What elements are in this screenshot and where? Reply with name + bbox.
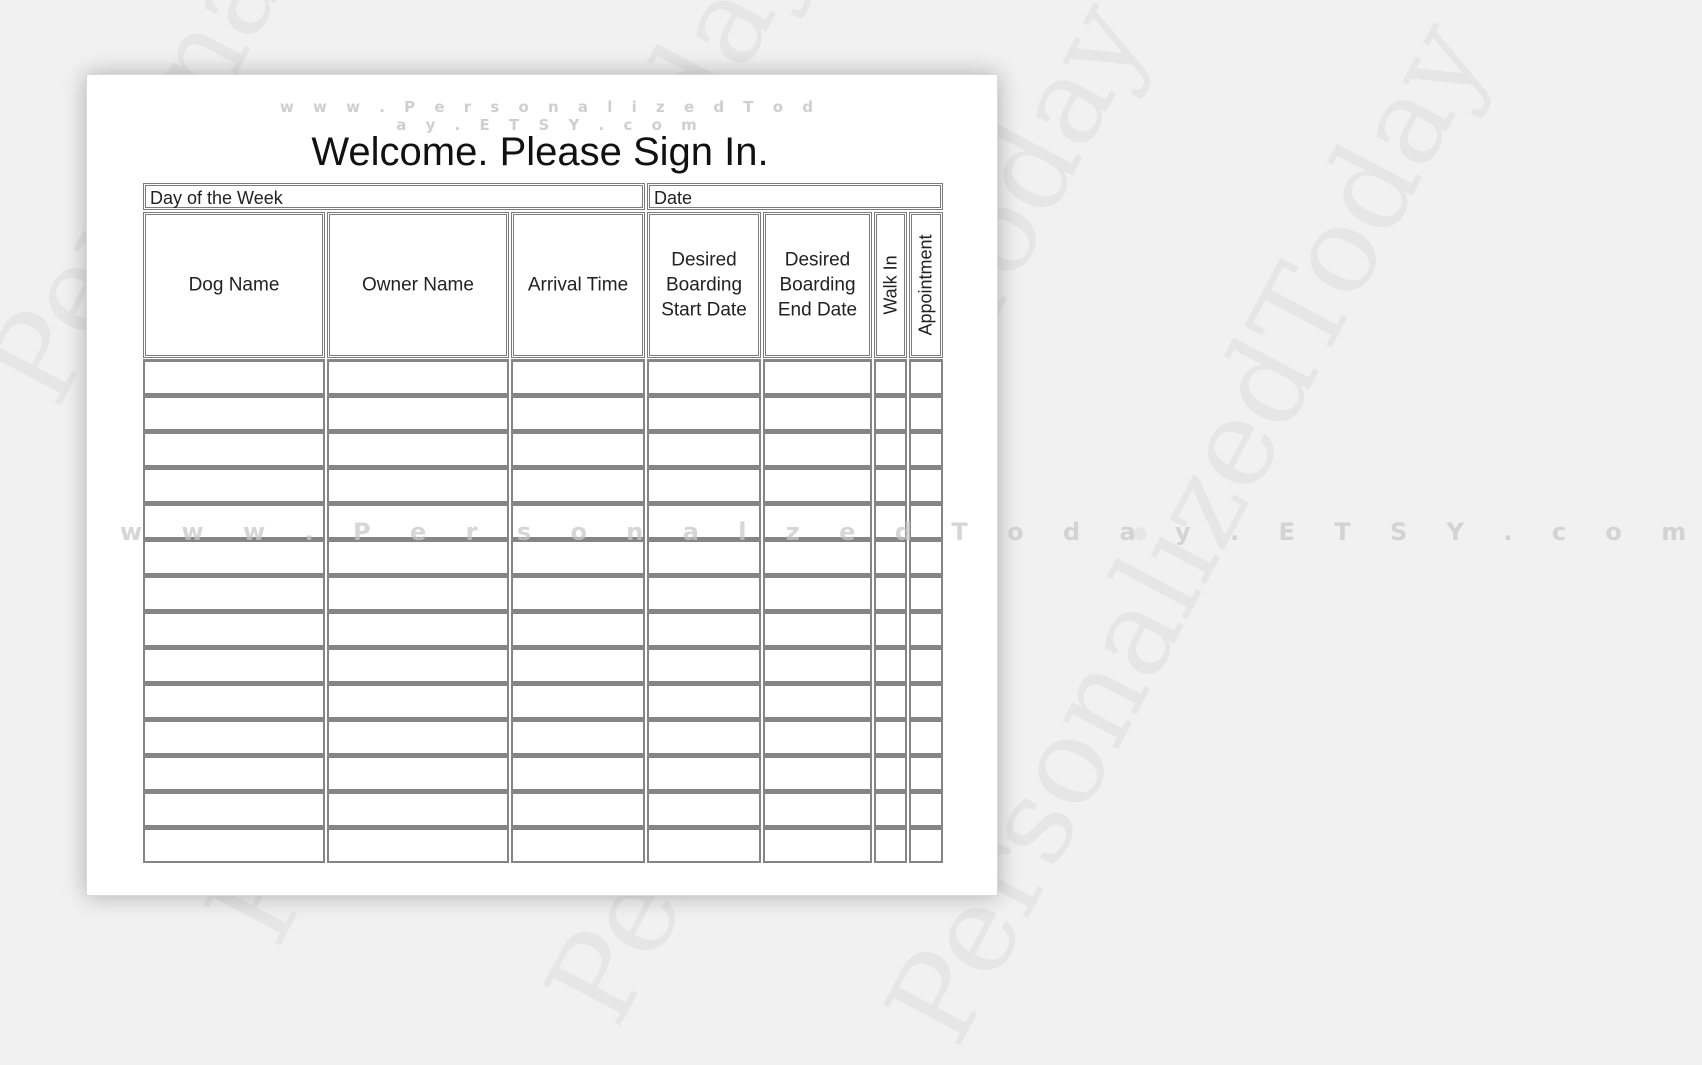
table-cell-walk-in[interactable] [874,395,907,431]
table-cell-appointment[interactable] [909,611,943,647]
table-cell-walk-in[interactable] [874,683,907,719]
date-label: Date [654,188,693,208]
table-cell-start-date[interactable] [647,395,761,431]
header-walk-in-label: Walk In [880,255,900,315]
table-cell-arrival-time[interactable] [511,395,645,431]
date-field[interactable] [647,183,943,210]
table-cell-end-date[interactable] [763,791,872,827]
table-cell-start-date[interactable] [647,611,761,647]
header-owner-name-label: Owner Name [362,274,474,296]
table-cell-dog-name[interactable] [143,359,325,395]
day-of-week-field[interactable] [143,183,645,210]
table-cell-appointment[interactable] [909,395,943,431]
header-arrival-time [511,212,645,358]
table-cell-start-date[interactable] [647,647,761,683]
table-cell-arrival-time[interactable] [511,575,645,611]
table-cell-walk-in[interactable] [874,719,907,755]
table-cell-arrival-time[interactable] [511,431,645,467]
table-cell-appointment[interactable] [909,575,943,611]
table-cell-dog-name[interactable] [143,467,325,503]
table-cell-owner-name[interactable] [327,647,509,683]
table-cell-owner-name[interactable] [327,755,509,791]
table-cell-owner-name[interactable] [327,359,509,395]
table-cell-start-date[interactable] [647,359,761,395]
header-start-date-label: Desired Boarding Start Date [661,249,747,321]
table-cell-dog-name[interactable] [143,611,325,647]
header-appointment [909,212,943,358]
table-cell-walk-in[interactable] [874,359,907,395]
day-of-week-label: Day of the Week [150,188,283,208]
table-cell-arrival-time[interactable] [511,791,645,827]
table-cell-dog-name[interactable] [143,395,325,431]
table-cell-appointment[interactable] [909,359,943,395]
header-arrival-time-label: Arrival Time [527,274,629,296]
table-cell-end-date[interactable] [763,359,872,395]
table-cell-end-date[interactable] [763,647,872,683]
table-cell-walk-in[interactable] [874,467,907,503]
table-cell-dog-name[interactable] [143,755,325,791]
header-end-date [763,212,872,358]
table-cell-arrival-time[interactable] [511,359,645,395]
table-cell-arrival-time[interactable] [511,755,645,791]
table-cell-owner-name[interactable] [327,539,509,575]
table-cell-start-date[interactable] [647,539,761,575]
page-title: Welcome. Please Sign In. [311,130,769,174]
table-cell-dog-name[interactable] [143,575,325,611]
table-cell-start-date[interactable] [647,683,761,719]
table-cell-appointment[interactable] [909,539,943,575]
table-cell-dog-name[interactable] [143,827,325,863]
table-cell-end-date[interactable] [763,395,872,431]
table-cell-end-date[interactable] [763,503,872,539]
table-cell-walk-in[interactable] [874,431,907,467]
table-cell-arrival-time[interactable] [511,647,645,683]
table-cell-dog-name[interactable] [143,503,325,539]
table-cell-walk-in[interactable] [874,647,907,683]
table-cell-arrival-time[interactable] [511,683,645,719]
watermark-url-top: w w w . P e r s o n a l i z e d T o d a y . E T S Y . c o m [279,98,821,134]
table-cell-appointment[interactable] [909,647,943,683]
table-cell-walk-in[interactable] [874,575,907,611]
header-owner-name [327,212,509,358]
table-cell-arrival-time[interactable] [511,611,645,647]
table-cell-owner-name[interactable] [327,575,509,611]
header-dog-name [143,212,325,358]
table-cell-start-date[interactable] [647,575,761,611]
header-end-date-label: Desired Boarding End Date [777,249,858,321]
table-cell-arrival-time[interactable] [511,467,645,503]
header-start-date [647,212,761,358]
table-cell-walk-in[interactable] [874,827,907,863]
table-cell-end-date[interactable] [763,575,872,611]
table-cell-appointment[interactable] [909,683,943,719]
table-cell-end-date[interactable] [763,719,872,755]
table-cell-appointment[interactable] [909,791,943,827]
table-cell-end-date[interactable] [763,539,872,575]
table-cell-arrival-time[interactable] [511,719,645,755]
table-cell-owner-name[interactable] [327,503,509,539]
table-cell-end-date[interactable] [763,755,872,791]
table-cell-start-date[interactable] [647,431,761,467]
header-appointment-label: Appointment [915,234,936,336]
table-cell-end-date[interactable] [763,431,872,467]
table-cell-dog-name[interactable] [143,539,325,575]
table-cell-owner-name[interactable] [327,431,509,467]
table-cell-owner-name[interactable] [327,719,509,755]
table-cell-dog-name[interactable] [143,431,325,467]
table-cell-owner-name[interactable] [327,611,509,647]
table-cell-start-date[interactable] [647,467,761,503]
table-cell-owner-name[interactable] [327,791,509,827]
table-cell-start-date[interactable] [647,503,761,539]
table-cell-owner-name[interactable] [327,683,509,719]
table-cell-owner-name[interactable] [327,827,509,863]
table-cell-start-date[interactable] [647,719,761,755]
table-cell-appointment[interactable] [909,755,943,791]
table-cell-owner-name[interactable] [327,395,509,431]
table-cell-arrival-time[interactable] [511,503,645,539]
table-cell-dog-name[interactable] [143,647,325,683]
watermark-url-middle: w w w . P e r s o n a l z e d T o d a y . E T S Y . c o m [120,518,1702,546]
header-walk-in [874,212,907,358]
table-cell-appointment[interactable] [909,503,943,539]
table-cell-walk-in[interactable] [874,755,907,791]
table-cell-walk-in[interactable] [874,539,907,575]
table-cell-end-date[interactable] [763,611,872,647]
header-dog-name-label: Dog Name [188,274,280,296]
table-cell-end-date[interactable] [763,467,872,503]
table-cell-arrival-time[interactable] [511,539,645,575]
table-cell-owner-name[interactable] [327,467,509,503]
table-cell-dog-name[interactable] [143,791,325,827]
table-cell-start-date[interactable] [647,791,761,827]
table-cell-walk-in[interactable] [874,791,907,827]
table-cell-appointment[interactable] [909,827,943,863]
table-cell-appointment[interactable] [909,719,943,755]
table-cell-dog-name[interactable] [143,683,325,719]
table-cell-walk-in[interactable] [874,503,907,539]
table-cell-start-date[interactable] [647,827,761,863]
table-cell-walk-in[interactable] [874,611,907,647]
table-cell-end-date[interactable] [763,683,872,719]
table-cell-dog-name[interactable] [143,719,325,755]
table-cell-start-date[interactable] [647,755,761,791]
table-cell-arrival-time[interactable] [511,827,645,863]
table-cell-appointment[interactable] [909,467,943,503]
table-cell-appointment[interactable] [909,431,943,467]
table-cell-end-date[interactable] [763,827,872,863]
